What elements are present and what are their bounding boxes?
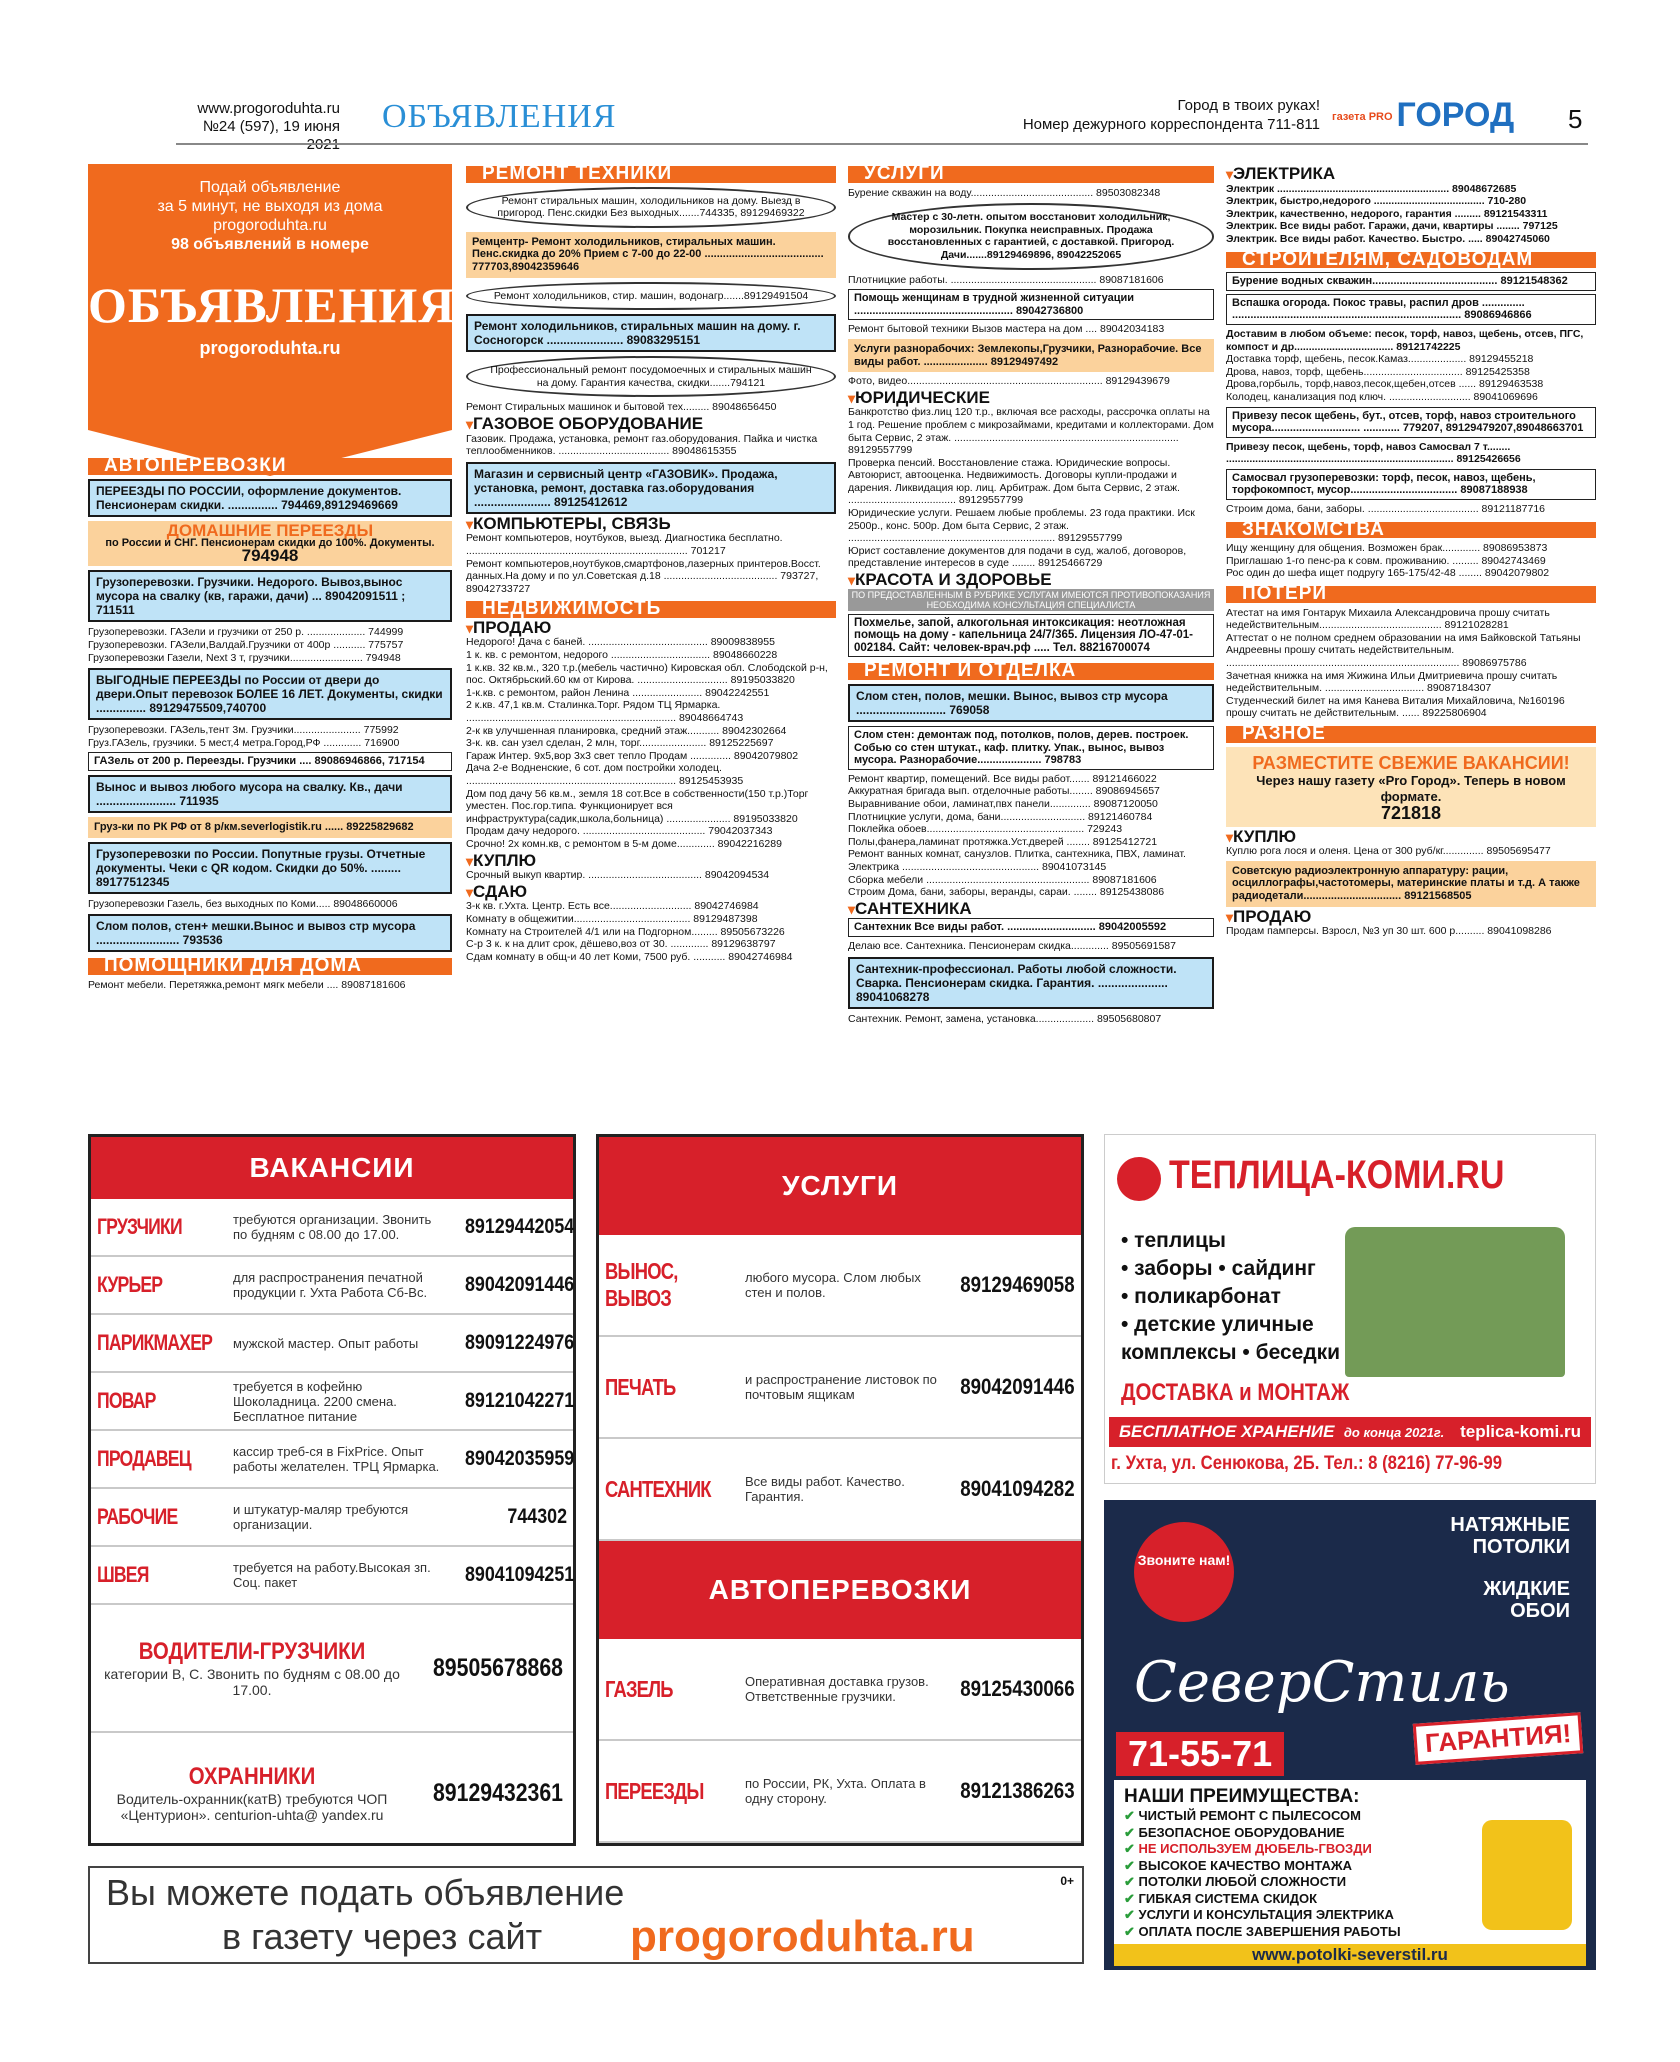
ad-line: Плотницкие услуги, дома, бани............................. 89121460784 (848, 810, 1153, 823)
vacancy-name: КУРЬЕР (97, 1272, 163, 1297)
ad-line: Ремонт ванных комнат, санузлов. Плитка, сантехника, ПВХ, ламинат. Электрика ............................................... 89041073145 (848, 848, 1186, 873)
service-desc: Оперативная доставка грузов. Ответственные грузчики. (745, 1674, 929, 1704)
ad-line: Газовик. Продажа, установка, ремонт газ.оборудования. Пайка и чистка теплообменников. ...................................... 89048615355 (466, 432, 818, 458)
check-icon: ✔ (1124, 1841, 1139, 1856)
advantages-title: НАШИ ПРЕИМУЩЕСТВА: (1124, 1786, 1360, 1807)
advantage-text: ОПЛАТА ПОСЛЕ ЗАВЕРШЕНИЯ РАБОТЫ (1138, 1923, 1401, 1939)
service-name: САНТЕХНИК (605, 1475, 711, 1502)
advantage-text: БЕЗОПАСНОЕ ОБОРУДОВАНИЕ (1138, 1824, 1345, 1840)
ad-line: Юридические услуги. Решаем любые проблемы. 23 года практики. Иск 2500р., конс. 500р. Дом быта Сервис, 2 этаж. ....................................................................... 89129557799 (848, 507, 1195, 545)
check-icon: ✔ (1124, 1923, 1139, 1939)
ad-line: Продам дачу недорого. .......................................... 79042037343 (466, 825, 773, 838)
ad-line: Электрик. Все виды работ. Качество. Быстро. ..... 89042745060 (1226, 232, 1550, 245)
ad-line: Зачетная книжка на имя Жижина Ильи Дмитриевича прошу считать недействительным. .................................. 89087184307 (1226, 669, 1558, 695)
swing-image (1345, 1227, 1565, 1377)
vacancy-desc: требуется на работу.Высокая зп. Соц. пакет (233, 1560, 431, 1590)
subrubric-buy: ▾ КУПЛЮ (1226, 831, 1596, 844)
rubric-builders: СТРОИТЕЛЯМ, САДОВОДАМ (1226, 252, 1596, 269)
promo-line: Подай объявление (199, 179, 341, 196)
vacancy-desc: Водитель-охранник(катВ) требуются ЧОП «Центурион». centurion-uhta@ yandex.ru (116, 1791, 388, 1823)
advantage-text: НЕ ИСПОЛЬЗУЕМ ДЮБЕЛЬ-ГВОЗДИ (1138, 1841, 1372, 1856)
ad-line: Аттестат о не полном среднем образовании на имя Байковской Татьяны Андреевны прошу считать недействительным. ................................................................................ 89086975786 (1226, 631, 1581, 669)
slogan: Город в твоих руках! (1177, 97, 1320, 114)
ad-framed: Привезу песок щебень, бут., отсев, торф, навоз строительного мусора............................. ............ 779207, 89129479207,89048663701 (1226, 407, 1596, 438)
ad-line: 1-к.кв. с ремонтом, район Ленина ........................ 89042242551 (466, 686, 770, 699)
ad-phone: 71-55-71 (1116, 1732, 1284, 1776)
ad-line: Ремонт компьютеров, ноутбуков, выезд. Диагностика бесплатно. ............................................................................ 701217 (466, 532, 783, 557)
vacancy-phone: 89042035959 (465, 1447, 575, 1470)
vacancy-desc: требуются организации. Звонить по будням с 08.00 до 17.00. (233, 1212, 432, 1242)
ad-line: Электрик ........................................................... 89048672685 (1226, 182, 1517, 195)
duty-phone: Номер дежурного корреспондента 711-811 (1022, 116, 1320, 133)
subrubric-sell: ▾ ПРОДАЮ (466, 622, 836, 635)
vacancy-name: ОХРАННИКИ (188, 1763, 316, 1790)
ad-framed: Сантехник Все виды работ. ............................. 89042005592 (848, 918, 1214, 937)
tomato-icon (1117, 1157, 1161, 1201)
service-phone: 89129469058 (960, 1272, 1075, 1297)
submit-ad-banner[interactable] (88, 1866, 1084, 1964)
vacancy-row (91, 1373, 573, 1431)
ad-highlight: Груз-ки по РК РФ от 8 р/км.severlogistik.ru ...... 89225829682 (88, 817, 452, 838)
advantage-text: ПОТОЛКИ ЛЮБОЙ СЛОЖНОСТИ (1138, 1874, 1347, 1889)
advantages-panel (1114, 1780, 1586, 1962)
rubric-services: УСЛУГИ (848, 166, 1214, 183)
ad-line: Юрист составление документов для подачи в суд, жалоб, договоров, представление интересов в суде ........ 89125466729 (848, 544, 1187, 570)
vacancies-block (88, 1134, 576, 1846)
advantage-text: ВЫСОКОЕ КАЧЕСТВО МОНТАЖА (1138, 1857, 1353, 1873)
vacancy-row (91, 1257, 573, 1315)
advantage-text: ЧИСТЫЙ РЕМОНТ С ПЫЛЕСОСОМ (1138, 1808, 1361, 1823)
ad-box: Магазин и сервисный центр «ГАЗОВИК». Продажа, установка, ремонт, доставка газ.оборудования ....................... 89125412612 (466, 462, 836, 514)
site-url[interactable]: www.progoroduhta.ru (197, 100, 340, 117)
section-title: ОБЪЯВЛЕНИЯ (382, 98, 617, 135)
service-row (599, 1439, 1081, 1541)
ad-oval: Ремонт стиральных машин, холодильников на дому. Выезд в пригород. Пенс.скидки Без выходных.......744335, 89129469322 (466, 187, 836, 228)
vacancy-row (91, 1547, 573, 1605)
vacancy-drivers (91, 1605, 573, 1733)
service-phone: 89041094282 (960, 1476, 1075, 1501)
promo-block[interactable] (88, 164, 456, 430)
header-info (180, 100, 340, 154)
ad-line: Ремонт компьютеров,ноутбуков,смартфонов,лазерных принтеров.Восст. данных.На дому и по ул.Советская д.18 ....................................... 793727, 89042733727 (466, 557, 821, 595)
vacancy-desc: мужской мастер. Опыт работы (233, 1335, 419, 1351)
ad-line: Атестат на имя Гонтарук Михаила Александровича прошу считать недействительным.......................................... 89121028281 (1226, 606, 1550, 632)
vacancy-phone: 89121042271 (465, 1389, 575, 1412)
ad-line: Банкротство физ.лиц 120 т.р., включая все расходы, рассрочка оплаты на 1 год. Решение проблем с микрозаймами, кредитами и коллекторами. Дом быта Сервис, 2 этаж. ............................................................................. 89129557799 (848, 406, 1214, 457)
ad-line: Выравнивание обои, ламинат,пвх панели.............. 89087120050 (848, 797, 1158, 810)
ad-line: Ремонт бытовой техники Вызов мастера на дом .... 89042034183 (848, 323, 1165, 336)
vacancy-name: ПОВАР (97, 1388, 156, 1413)
service-phone: 89125430066 (960, 1676, 1075, 1701)
rubric-renovation: РЕМОНТ И ОТДЕЛКА (848, 663, 1214, 680)
service-row (599, 1337, 1081, 1439)
vacancy-row (91, 1315, 573, 1373)
ad-framed: Бурение водных скважин......................................... 89121548362 (1226, 272, 1596, 291)
ad-line: Ищу женщину для общения. Возможен брак............. 89086953873 (1226, 542, 1548, 555)
service-row (599, 1639, 1081, 1741)
ad-line: Строим дома, бани, заборы. ...................................... 89121187716 (1226, 503, 1545, 516)
ad-oval: Мастер с 30-летн. опытом восстановит холодильник, морозильник. Покупка неисправных. Продажа восстановленных с гарантией, с доставкой. Пригород. Дачи.......89129469896, 89042252065 (848, 203, 1214, 269)
vacancy-row (91, 1199, 573, 1257)
ad-line: Продам памперсы. Взросл, №3 уп 30 шт. 600 р.......... 89041098286 (1226, 925, 1552, 938)
subrubric-computers: ▾ КОМПЬЮТЕРЫ, СВЯЗЬ (466, 518, 836, 531)
ad-line: Гараж Интер. 9х5,вор 3х3 свет тепло Продам .............. 89042079802 (466, 749, 799, 762)
advantage-text: УСЛУГИ И КОНСУЛЬТАЦИЯ ЭЛЕКТРИКА (1138, 1907, 1394, 1922)
autotransport-title: АВТОПЕРЕВОЗКИ (599, 1541, 1081, 1639)
ad-line: Ремонт квартир, помещений. Все виды работ....... 89121466022 (848, 772, 1157, 785)
rubric-repair: РЕМОНТ ТЕХНИКИ (466, 166, 836, 183)
ad-line: Дом под дачу 56 кв.м., земля 18 сот.Все в собственности(150 т.р.)Торг уместен. Пос.гор.типа. Функционирует вся инфраструктура(садик,школа,больница) ...................... 89195033820 (466, 787, 809, 825)
rubric-autotransport: АВТОПЕРЕВОЗКИ (88, 458, 452, 475)
ad-line: Грузоперевозки. ГАЗель,тент 3м. Грузчики....................... 775992 (88, 724, 399, 737)
ad-highlight: Услуги разнорабочих: Землекопы,Грузчики, Разнорабочие. Все виды работ. ..................... 89129497492 (848, 339, 1214, 372)
service-desc: любого мусора. Слом любых стен и полов. (745, 1270, 921, 1300)
service-phone: 89121386263 (960, 1778, 1075, 1803)
ad-line: Полы,фанера,ламинат протяжка.Уст.дверей ........ 89125412721 (848, 835, 1158, 848)
ad-line: Привезу песок, щебень, торф, навоз Самосвал 7 т........ .............................................................................. 89125426656 (1226, 440, 1521, 466)
banner-site[interactable]: progoroduhta.ru (630, 1912, 975, 1961)
ad-framed: ГАЗель от 200 р. Переезды. Грузчики .... 89086946866, 717154 (88, 752, 452, 771)
ad-delivery: ДОСТАВКА и МОНТАЖ (1121, 1379, 1350, 1406)
ad-line: Рос один до шефа ищет подругу 165-175/42-48 ........ 89042079802 (1226, 567, 1550, 580)
ad-line: 3-к кв. г.Ухта. Центр. Есть все............................ 89042746984 (466, 900, 759, 913)
header-divider (176, 143, 1588, 145)
ad-box: Слом полов, стен+ мешки.Вынос и вывоз стр мусора ......................... 793536 (88, 914, 452, 952)
ad-line: Дрова, навоз, торф, щебень.................................. 89125425358 (1226, 365, 1530, 378)
ad-line: 1 к. кв. с ремонтом, недорого .................................. 89048660228 (466, 649, 778, 662)
service-name: ГАЗЕЛЬ (605, 1675, 673, 1702)
vacancy-phone: 89041094251 (465, 1563, 575, 1586)
subrubric-gas: ▾ ГАЗОВОЕ ОБОРУДОВАНИЕ (466, 418, 836, 431)
ad-line: Поклейка обоев...................................................... 729243 (848, 823, 1123, 836)
vacancy-name: ПАРИКМАХЕР (97, 1330, 213, 1355)
ad-line: Бурение скважин на воду.......................................... 89503082348 (848, 186, 1161, 199)
vacancy-desc: для распространения печатной продукции г. Ухта Работа Сб-Вс. (233, 1270, 428, 1300)
page-number: 5 (1568, 104, 1583, 134)
brand-name: СеверСтиль (1134, 1650, 1510, 1715)
ad-line: Доставим в любом объеме: песок, торф, навоз, щебень, отсев, ПГС, компост и др.................................. 89121742225 (1226, 327, 1584, 353)
vacancy-desc: кассир треб-ся в FixPrice. Опыт работы желателен. ТРЦ Ярмарка. (233, 1444, 440, 1474)
ad-box: ПЕРЕЕЗДЫ ПО РОССИИ, оформление документов. Пенсионерам скидки. ............... 794469,89129469669 (88, 479, 452, 517)
header-right (960, 96, 1320, 134)
vacancy-phone: 89042091446 (465, 1273, 575, 1296)
ad-oval: Ремонт холодильников, стир. машин, водонагр.......89129491504 (466, 282, 836, 311)
vacancy-phone: 89129442054 (465, 1215, 575, 1238)
ad-oval: Профессиональный ремонт посудомоечных и стиральных машин на дому. Гарантия качества, скидки.......794121 (466, 356, 836, 397)
ad-line: Делаю все. Сантехника. Пенсионерам скидка............. 89505691587 (848, 939, 1176, 952)
ad-line: Грузоперевозки Газель, без выходных по Коми..... 89048660006 (88, 897, 398, 910)
check-icon: ✔ (1124, 1857, 1139, 1873)
promo-count: 98 объявлений в номере (171, 236, 369, 253)
check-icon: ✔ (1124, 1874, 1139, 1889)
vacancy-phone: 89091224976 (465, 1331, 575, 1354)
vacancy-desc: требуется в кофейню Шоколадница. 2200 смена. Бесплатное питание (233, 1378, 397, 1424)
vacancy-phone: 89129432361 (432, 1778, 563, 1807)
promo-title: ОБЪЯВЛЕНИЯ (88, 277, 456, 333)
column-1 (88, 452, 452, 991)
vacancy-promo: РАЗМЕСТИТЕ СВЕЖИЕ ВАКАНСИИ! Через нашу газету «Pro Город». Теперь в новом формате. 721818 (1226, 747, 1596, 827)
column-2 (466, 158, 836, 963)
ad-box: Грузоперевозки. Грузчики. Недорого. Вывоз,вынос мусора на свалку (кв, гаражи, дачи) ... 89042091511 ; 711511 (88, 570, 452, 622)
ad-line: Студенческий билет на имя Канева Виталия Михайловича, №160196 прошу считать не действительным. ...... 89225806904 (1226, 694, 1565, 720)
vacancy-phone: 744302 (507, 1505, 567, 1528)
ad-line: Ремонт мебели. Перетяжка,ремонт мягк мебели .... 89087181606 (88, 978, 406, 991)
check-icon: ✔ (1124, 1907, 1139, 1922)
ad-line: Срочный выкуп квартир. ....................................... 89042094534 (466, 869, 770, 882)
ad-framed: Самосвал грузоперевозки: торф, песок, навоз, щебень, торфокомпост, мусор................................... 89087188938 (1226, 469, 1596, 500)
ad-box: Грузоперевозки по России. Попутные грузы. Отчетные документы. Чеки с QR кодом. Скидки до 50%. ......... 89177512345 (88, 842, 452, 894)
vacancy-desc: и штукатур-маляр требуются организации. (233, 1502, 409, 1532)
ad-line: Электрик, качественно, недорого, гарантия ......... 89121543311 (1226, 207, 1548, 220)
ad-line: Приглашаю 1-го пенс-ра к совм. проживанию. ......... 89042743469 (1226, 554, 1546, 567)
ad-line: Комнату на Строителей 4/1 или на Подгорном......... 89505673226 (466, 925, 785, 938)
rubric-misc: РАЗНОЕ (1226, 726, 1596, 743)
ad-line: Срочно! 2х комн.кв, с ремонтом в 5-м доме............. 89042216289 (466, 837, 782, 850)
ad-line: Плотницкие работы. .................................................. 89087181606 (848, 273, 1164, 286)
ad-line: Колодец, канализация под ключ. ............................ 89041069696 (1226, 390, 1538, 403)
ad-framed: Слом стен: демонтаж под, потолков, полов, дерев. построек. Собью со стен штукат., каф. плитку. Упак., вынос, вывоз мусора. Разнорабочие..................... 798783 (848, 726, 1214, 770)
vacancy-phone: 89505678868 (432, 1653, 563, 1682)
ad-line: Проверка пенсий. Восстановление стажа. Юридические вопросы. Автоюрист, автооценка. Недвижимость. Договоры купли-продажи и дарения. Ликвидация юр. лиц. Арбитраж. Дом быта Сервис, 2 этаж. ..................................... 89129557799 (848, 456, 1180, 507)
ad-line: Дрова,горбыль, торф,навоз,песок,щебен,отсев ...... 89129463538 (1226, 378, 1544, 391)
subrubric-electric: ▾ ЭЛЕКТРИКА (1226, 168, 1596, 181)
service-name: ПЕЧАТЬ (605, 1373, 676, 1400)
subrubric-beauty: ▾ КРАСОТА И ЗДОРОВЬЕ (848, 574, 1214, 587)
ad-box: Сантехник-профессионал. Работы любой сложности. Сварка. Пенсионерам скидка. Гарантия. ..................... 89041068278 (848, 957, 1214, 1009)
subrubric-buy: ▾ КУПЛЮ (466, 855, 836, 868)
subrubric-plumbing: ▾ САНТЕХНИКА (848, 903, 1214, 916)
ad-line: 3-к. кв. сан узел сделан, 2 млн, торг....................... 89125225697 (466, 737, 774, 750)
ad-line: Недорого! Дача с баней. ......................................... 89009838955 (466, 636, 775, 649)
ad-line: Грузоперевозки. ГАЗели,Валдай.Грузчики от 400р ........... 775757 (88, 638, 404, 651)
ad-items: • теплицы • заборы • сайдинг • поликарбонат • детские уличные комплексы • беседки (1121, 1229, 1341, 1364)
rubric-home-helpers: ПОМОЩНИКИ ДЛЯ ДОМА (88, 958, 452, 975)
ad-line: 2 к.кв. 47,1 кв.м. Сталинка.Торг. Рядом ТЦ Ярмарка. ........................................................................ 89048664743 (466, 699, 744, 725)
check-icon: ✔ (1124, 1808, 1139, 1823)
vacancy-name: ГРУЗЧИКИ (97, 1214, 182, 1239)
promo-site[interactable]: progoroduhta.ru (199, 338, 341, 358)
issue-number: №24 (597), 19 июня (202, 118, 340, 135)
vacancy-name: ПРОДАВЕЦ (97, 1446, 191, 1471)
product-ceilings: НАТЯЖНЫЕ ПОТОЛКИ (1450, 1514, 1570, 1558)
ad-framed: Вспашка огорода. Покос травы, распил дров .............. ........................................................................... 89086946866 (1226, 294, 1596, 325)
rubric-realty: НЕДВИЖИМОСТЬ (466, 601, 836, 618)
banner-line-1: Вы можете подать объявление (106, 1872, 625, 1913)
product-wallpaper: ЖИДКИЕ ОБОИ (1483, 1578, 1570, 1622)
vacancy-row (91, 1431, 573, 1489)
ad-line: Дача 2-е Водненские, 6 сот. дом постройки холодец. ........................................................................ 89125453935 (466, 762, 744, 787)
vacancy-name: ВОДИТЕЛИ-ГРУЗЧИКИ (138, 1638, 366, 1665)
ad-line: Электрик, быстро,недорого ...................................... 710-280 (1226, 195, 1527, 208)
age-rating: 0+ (1060, 1874, 1074, 1888)
ad-line: Сборка мебели ........................................................ 89087181606 (848, 873, 1157, 886)
vacancies-title: ВАКАНСИИ (91, 1137, 573, 1199)
vacancy-name: РАБОЧИЕ (97, 1504, 178, 1529)
ad-line: Груз.ГАЗель, грузчики. 5 мест,4 метра.Город,РФ ............. 716900 (88, 736, 400, 749)
ad-box: ВЫГОДНЫЕ ПЕРЕЕЗДЫ по России от двери до двери.Опыт перевозок БОЛЕЕ 16 ЛЕТ. Документы, скидки ............... 89129475509,740700 (88, 668, 452, 720)
promo-line: progoroduhta.ru (213, 217, 327, 234)
vacancy-row (91, 1489, 573, 1547)
banner-line-2: в газету через сайт (222, 1916, 543, 1957)
ad-line: С-р 3 к. к на длит срок, дёшево,воз от 30. ............. 89129638797 (466, 938, 776, 951)
subrubric-legal: ▾ ЮРИДИЧЕСКИЕ (848, 392, 1214, 405)
ad-line: 1 к.кв. 32 кв.м., 320 т.р.(мебель частично) Кировская обл. Слободской р-н, пос. Октябрьский.60 км от Кирова. ............................... 89195033820 (466, 661, 828, 687)
vacancy-name: ШВЕЯ (97, 1562, 149, 1587)
service-name: ВЫНОС, ВЫВОЗ (605, 1258, 678, 1311)
ad-line: Строим Дома, бани, заборы, веранды, сараи. ........ 89125438086 (848, 886, 1165, 899)
service-desc: Все виды работ. Качество. Гарантия. (745, 1474, 905, 1504)
ad-line: Ремонт Стиральных машинок и бытовой тех......... 89048656450 (466, 401, 777, 414)
ad-line: Аккуратная бригада вып. отделочные работы........ 89086945657 (848, 785, 1160, 798)
ad-highlight: Советскую радиоэлектронную аппаратуру: рации, осциллографы,частотомеры, материнские платы и т.д. А также радиодетали................................ 89121568505 (1226, 861, 1596, 907)
ad-line: Фото, видео................................................................... 89129439679 (848, 375, 1170, 388)
ad-storage-bar: БЕСПЛАТНОЕ ХРАНЕНИЕ до конца 2021г. teplica-komi.ru (1109, 1417, 1591, 1447)
promo-line: за 5 минут, не выходя из дома (157, 198, 383, 215)
ad-box: Вынос и вывоз любого мусора на свалку. Кв., дачи ........................ 711935 (88, 775, 452, 813)
vacancy-desc: категории В, С. Звонить по будням с 08.00 до 17.00. (104, 1666, 400, 1698)
check-icon: ✔ (1124, 1890, 1139, 1906)
rubric-dating: ЗНАКОМСТВА (1226, 522, 1596, 539)
ad-highlight: ДОМАШНИЕ ПЕРЕЕЗДЫ по России и СНГ. Пенсионерам скидки до 100%. Документы. 794948 (88, 521, 452, 567)
subrubric-rent: ▾ СДАЮ (466, 886, 836, 899)
ad-line: Доставка торф, щебень, песок.Камаз.................... 89129455218 (1226, 353, 1534, 366)
call-us-badge: Звоните нам! (1134, 1522, 1234, 1622)
ad-title: ТЕПЛИЦА-КОМИ.RU (1169, 1153, 1505, 1197)
ad-framed: Помощь женщинам в трудной жизненной ситуации .................................................... 89042736800 (848, 289, 1214, 320)
ad-site: www.potolki-severstil.ru (1114, 1944, 1586, 1966)
guarantee-stamp: ГАРАНТИЯ! (1412, 1712, 1583, 1765)
services-block (596, 1134, 1084, 1846)
ad-line: Куплю рога лося и оленя. Цена от 300 руб/кг.............. 89505695477 (1226, 845, 1551, 858)
vacuum-image (1482, 1820, 1572, 1930)
services-title: УСЛУГИ (599, 1137, 1081, 1235)
column-4 (1226, 164, 1596, 938)
advantage-text: ГИБКАЯ СИСТЕМА СКИДОК (1138, 1890, 1318, 1906)
ad-line: Грузоперевозки. ГАЗели и грузчики от 250 р. .................... 744999 (88, 626, 404, 639)
rubric-lost: ПОТЕРИ (1226, 586, 1596, 603)
ad-highlight: Ремцентр- Ремонт холодильников, стиральных машин. Пенс.скидка до 20% Прием с 7-00 до 22-00 ....................................... 777703,89042359646 (466, 232, 836, 278)
ad-box: Слом стен, полов, мешки. Вынос, вывоз стр мусора ........................... 769058 (848, 684, 1214, 722)
ad-line: Комнату в общежитии........................................ 89129487398 (466, 912, 758, 925)
service-phone: 89042091446 (960, 1374, 1075, 1399)
service-desc: по России, РК, Ухта. Оплата в одну сторону. (745, 1776, 926, 1806)
ad-line: Грузоперевозки Газели, Next 3 т, грузчики......................... 794948 (88, 651, 401, 664)
ad-line: Электрик. Все виды работ. Гаражи, дачи, квартиры ........ 797125 (1226, 220, 1558, 233)
ad-line: Сантехник. Ремонт, замена, установка.................... 89505680807 (848, 1012, 1162, 1025)
ad-box: Ремонт холодильников, стиральных машин на дому. г. Сосногорск ....................... 89083295151 (466, 314, 836, 352)
ad-address: г. Ухта, ул. Сенюкова, 2Б. Тел.: 8 (8216) 77-96-99 (1111, 1453, 1503, 1474)
subrubric-sell: ▾ ПРОДАЮ (1226, 911, 1596, 924)
ad-line: 2-к кв улучшенная планировка, средний этаж........... 89042302664 (466, 724, 787, 737)
newspaper-logo: газета PRO ГОРОД (1332, 96, 1515, 134)
ad-framed: Похмелье, запой, алкогольная интоксикация: неотложная помощь на дому - капельница 24/7/365. Лицензия ЛО-47-01-002184. Сайт: человек-врач.рф ..... Тел. 88216700074 (848, 614, 1214, 658)
service-row (599, 1741, 1081, 1843)
check-icon: ✔ (1124, 1824, 1139, 1840)
service-desc: и распространение листовок по почтовым ящикам (745, 1372, 937, 1402)
health-warning: ПО ПРЕДОСТАВЛЕННЫМ В РУБРИКЕ УСЛУГАМ ИМЕЮТСЯ ПРОТИВОПОКАЗАНИЯ НЕОБХОДИМА КОНСУЛЬТАЦИЯ СПЕЦИАЛИСТА (848, 589, 1214, 611)
service-name: ПЕРЕЕЗДЫ (605, 1777, 704, 1804)
column-3 (848, 158, 1214, 1025)
vacancy-guards (91, 1733, 573, 1853)
service-row (599, 1235, 1081, 1337)
ad-line: Сдам комнату в общ-и 40 лет Коми, 7500 руб. ........... 89042746984 (466, 950, 793, 963)
teplica-ad[interactable] (1104, 1134, 1596, 1484)
severstil-ad[interactable] (1104, 1500, 1596, 1970)
